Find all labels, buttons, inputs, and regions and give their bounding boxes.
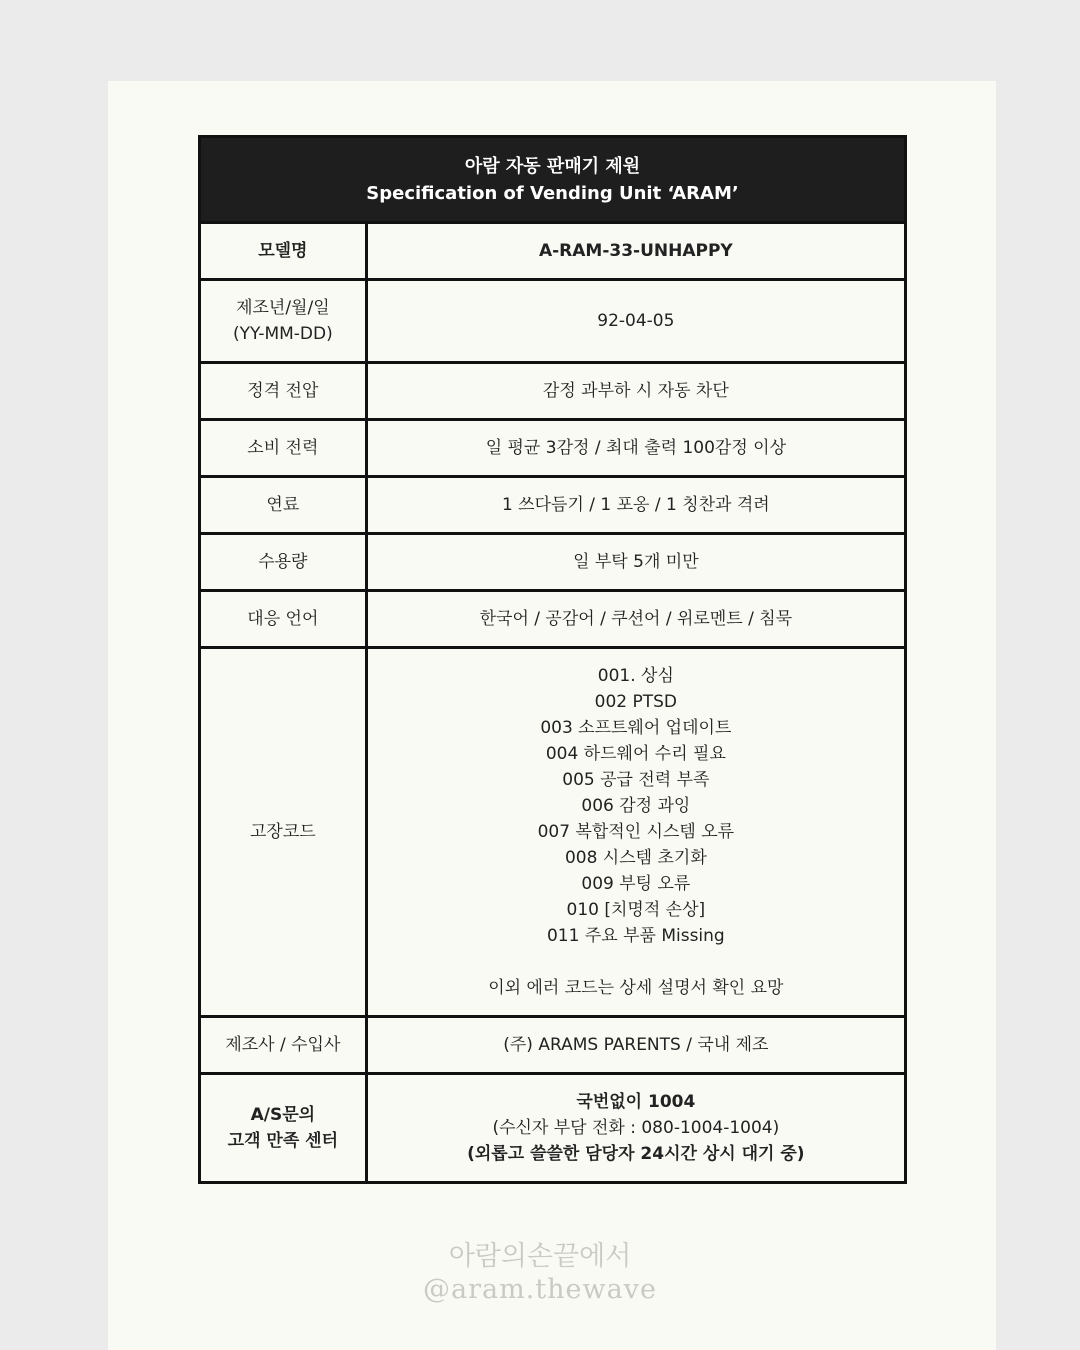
- support-cell: [366, 1074, 905, 1183]
- table-header-row: [200, 137, 906, 223]
- row-label: 대응 언어: [200, 591, 367, 648]
- error-code-item: 003 소프트웨어 업데이트: [540, 718, 732, 738]
- label-line: 제조년/월/일: [236, 298, 330, 318]
- row-label: 모델명: [200, 223, 367, 280]
- row-label: [200, 280, 367, 363]
- label-line: (YY-MM-DD): [232, 324, 333, 344]
- error-codes-note: 이외 에러 코드는 상세 설명서 확인 요망: [488, 978, 784, 998]
- error-codes-cell: [366, 648, 905, 1017]
- spec-table: [198, 135, 907, 1184]
- table-row-manufacturer: [200, 1017, 906, 1074]
- error-code-item: 011 주요 부품 Missing: [546, 926, 725, 946]
- label-line: 고객 만족 센터: [227, 1131, 339, 1151]
- manufacturer-value: (주) ARAMS PARENTS / 국내 제조: [366, 1017, 905, 1074]
- table-row-fuel: [200, 477, 906, 534]
- table-row-languages: [200, 591, 906, 648]
- row-label: 소비 전력: [200, 420, 367, 477]
- table-row-rated-voltage: [200, 363, 906, 420]
- model-value: A-RAM-33-UNHAPPY: [366, 223, 905, 280]
- watermark-korean: 아람의손끝에서: [448, 1241, 632, 1272]
- table-row-error-codes: [200, 648, 906, 1017]
- spacer: [368, 949, 904, 975]
- error-code-item: 007 복합적인 시스템 오류: [537, 822, 735, 842]
- watermark-handle: @aram.thewave: [423, 1274, 657, 1305]
- error-code-item: 005 공급 전력 부족: [562, 770, 710, 790]
- error-code-item: 006 감정 과잉: [581, 796, 691, 816]
- rated-voltage-value: 감정 과부하 시 자동 차단: [366, 363, 905, 420]
- row-label: 연료: [200, 477, 367, 534]
- error-code-item: 008 시스템 초기화: [564, 848, 707, 868]
- row-label: 정격 전압: [200, 363, 367, 420]
- label-line: A/S문의: [250, 1105, 316, 1125]
- support-number: 국번없이 1004: [576, 1092, 696, 1112]
- table-row-support: [200, 1074, 906, 1183]
- support-note: (외롭고 쓸쓸한 담당자 24시간 상시 대기 중): [467, 1144, 805, 1164]
- row-label: [200, 1074, 367, 1183]
- error-code-item: 009 부팅 오류: [581, 874, 691, 894]
- title-korean: 아람 자동 판매기 제원: [464, 155, 641, 177]
- manufacture-date-value: 92-04-05: [366, 280, 905, 363]
- languages-value: 한국어 / 공감어 / 쿠션어 / 위로멘트 / 침묵: [366, 591, 905, 648]
- power-consumption-value: 일 평균 3감정 / 최대 출력 100감정 이상: [366, 420, 905, 477]
- row-label: 제조사 / 수입사: [200, 1017, 367, 1074]
- fuel-value: 1 쓰다듬기 / 1 포옹 / 1 칭찬과 격려: [366, 477, 905, 534]
- error-code-item: 010 [치명적 손상]: [566, 900, 706, 920]
- capacity-value: 일 부탁 5개 미만: [366, 534, 905, 591]
- table-header: [200, 137, 906, 223]
- table-row-model: [200, 223, 906, 280]
- table-row-capacity: [200, 534, 906, 591]
- error-code-item: 002 PTSD: [594, 692, 678, 712]
- support-phone: (수신자 부담 전화 : 080-1004-1004): [492, 1118, 780, 1138]
- row-label: 수용량: [200, 534, 367, 591]
- error-code-item: 004 하드웨어 수리 필요: [545, 744, 726, 764]
- watermark: [0, 1240, 1080, 1306]
- row-label: 고장코드: [200, 648, 367, 1017]
- error-code-item: 001. 상심: [597, 666, 674, 686]
- title-english: Specification of Vending Unit ‘ARAM’: [366, 182, 739, 204]
- table-row-power-consumption: [200, 420, 906, 477]
- table-row-manufacture-date: [200, 280, 906, 363]
